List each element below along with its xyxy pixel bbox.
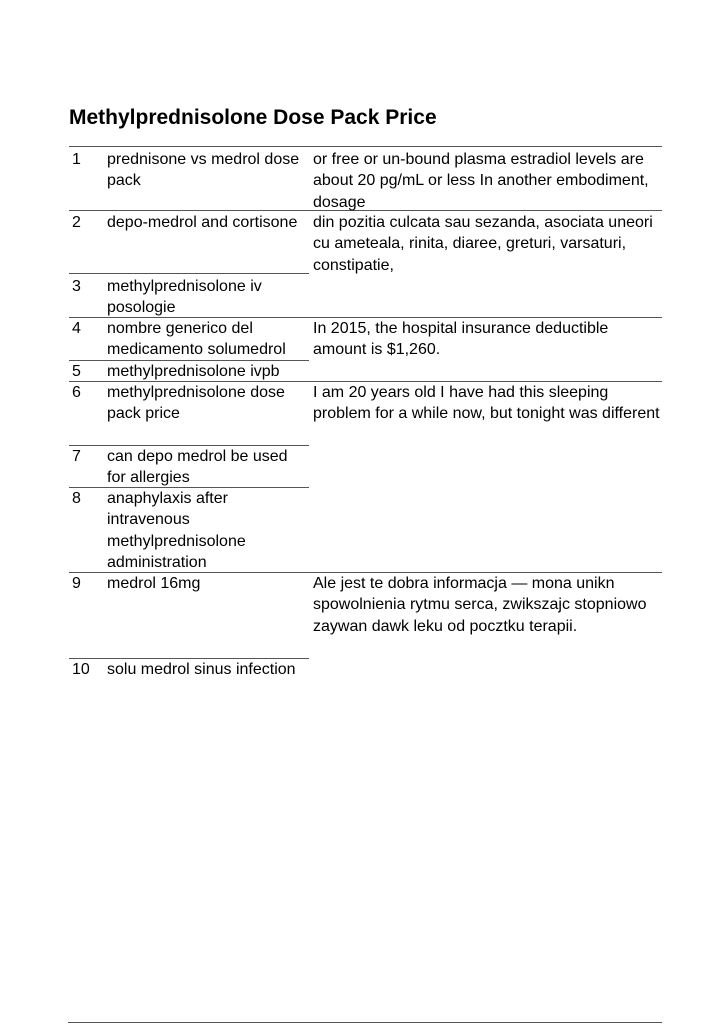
row-number: 3 <box>72 278 81 295</box>
row-number: 4 <box>72 320 81 337</box>
page-title: Methylprednisolone Dose Pack Price <box>69 106 437 129</box>
row-keyword: methylprednisolone dose pack price <box>107 384 285 423</box>
row-number: 2 <box>72 214 81 231</box>
row-keyword: can depo medrol be used for allergies <box>107 448 288 487</box>
row-keyword: methylprednisolone iv posologie <box>107 278 262 317</box>
row-number: 10 <box>72 661 90 678</box>
footer-divider <box>68 1022 662 1023</box>
row-description: or free or un-bound plasma estradiol levels are about 20 pg/mL or less In another embodiment, dosage <box>313 151 649 211</box>
row-number: 9 <box>72 575 81 592</box>
row-keyword: solu medrol sinus infection <box>107 661 296 678</box>
row-number: 6 <box>72 384 81 401</box>
row-keyword: methylprednisolone ivpb <box>107 363 280 380</box>
row-description: din pozitia culcata sau sezanda, asociata uneori cu ameteala, rinita, diaree, greturi, varsaturi, constipatie, <box>313 214 653 274</box>
keyword-table <box>69 146 662 706</box>
row-keyword: anaphylaxis after intravenous methylprednisolone administration <box>107 490 246 571</box>
row-description: I am 20 years old I have had this sleeping problem for a while now, but tonight was different <box>313 384 660 423</box>
row-number: 1 <box>72 151 81 168</box>
row-number: 8 <box>72 490 81 507</box>
table-rule <box>69 146 662 147</box>
row-number: 5 <box>72 363 81 380</box>
row-keyword: prednisone vs medrol dose pack <box>107 151 300 190</box>
table-rule <box>69 273 309 274</box>
row-keyword: medrol 16mg <box>107 575 201 592</box>
row-keyword: nombre generico del medicamento solumedrol <box>107 320 286 359</box>
row-keyword: depo-medrol and cortisone <box>107 214 298 231</box>
row-description: Ale jest te dobra informacja — mona unikn spowolnienia rytmu serca, zwikszajc stopniowo zaywan dawk leku od pocztku terapii. <box>313 575 647 635</box>
row-number: 7 <box>72 448 81 465</box>
row-description: In 2015, the hospital insurance deductible amount is $1,260. <box>313 320 609 359</box>
